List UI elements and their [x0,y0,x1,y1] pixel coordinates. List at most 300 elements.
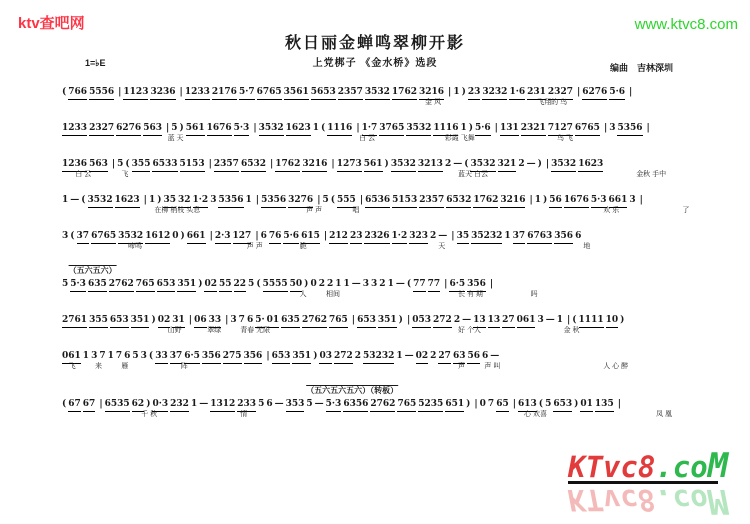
note-token: 3532 [551,158,576,172]
note-token: ( [406,279,412,289]
note-token: 7 [487,399,495,409]
note-token: 765 [329,314,348,328]
note-token: 01 [580,398,593,412]
jianpu-note-row [62,278,722,291]
music-system [62,314,722,335]
note-token: 1123 [123,86,148,100]
lyric-fragment: 千 秋 [141,411,158,418]
note-token: 5 [258,399,265,409]
lyrics-row [62,243,722,251]
note-token: 23 [468,86,481,100]
note-token: 1676 [207,122,232,136]
note-token: 653 [553,398,572,412]
lyric-fragment: 飞翔的 鸟 [537,99,568,106]
note-token: 3 [537,315,544,325]
note-token: 6276 [116,122,141,136]
note-token: 02 [416,350,429,364]
note-token: 3216 [419,86,444,100]
section-marker: （五六五六） [68,266,117,275]
note-token: 1 [556,315,563,325]
note-token: 2 [430,231,437,241]
note-token: 5356 [617,122,642,136]
barline: | [209,231,213,241]
note-token: 765 [397,398,416,412]
lyric-fragment: 山野 [167,327,182,334]
note-token: 1 [343,279,350,289]
barline: | [165,123,170,133]
note-token: 1·7 [362,122,378,136]
note-token: 351 [177,278,196,292]
lyric-fragment: 白 云 [359,135,375,142]
note-token: 275 [223,350,242,364]
note-token: 2 [318,279,325,289]
note-token: 1 [335,279,342,289]
lyric-fragment: 雁 [121,363,129,370]
note-token: 3236 [150,86,175,100]
lyric-fragment: 声 叫 [484,363,501,370]
note-token: 2762 [109,278,134,292]
note-token: 10 [606,314,619,328]
barline: | [208,159,212,169]
note-token: 6276 [582,86,607,100]
note-token: ) [384,159,389,169]
note-token: 0·3 [152,398,168,412]
jianpu-note-row [62,194,722,207]
note-token: 1 [396,351,403,361]
note-token: ) [198,279,203,289]
note-token: 2357 [338,86,363,100]
lyric-fragment: 欢 乐 [603,207,620,214]
note-token: 13 [473,314,486,328]
note-token: 2176 [212,86,237,100]
jianpu-score-area [62,86,722,434]
section-marker: （五六五六五六）（转板） [306,386,399,395]
note-token: 7 [115,351,123,361]
lyric-fragment: 了 [682,207,690,214]
note-token: 1·6 [509,86,525,100]
barline: | [253,123,257,133]
note-token: 5153 [392,194,417,208]
lyric-fragment: 人 心 醉 [603,363,629,370]
lyric-fragment: 来 [95,363,102,370]
note-token: 35232 [471,230,502,244]
lyric-fragment: 声 声 [246,243,263,250]
note-token: 56 [467,350,480,364]
note-token: 53232 [363,350,394,364]
note-token: 1273 [337,158,362,172]
note-token: 5 [171,123,178,133]
note-token: 6532 [241,158,266,172]
note-token: 1 [534,195,542,205]
lyric-fragment: 在柳 梢枝 头息 [154,207,201,214]
note-token: 321 [498,158,517,172]
note-token: 77 [428,278,441,292]
note-token: 3276 [288,194,313,208]
jianpu-note-row [62,398,722,411]
note-token: 615 [301,230,320,244]
barline: | [266,351,270,361]
barline: | [255,195,260,205]
note-token: 2321 [521,122,546,136]
note-token: 50 [290,278,303,292]
lyric-fragment: 声 [458,363,465,370]
note-token: 2 [379,279,386,289]
note-token: 355 [89,314,108,328]
lyric-fragment: 好 个人 [458,327,481,334]
note-token: 6535 [105,398,130,412]
note-token: 5·6 [475,122,491,136]
note-token: — [490,351,500,361]
note-token: ) [157,195,162,205]
note-token: — [395,279,405,289]
note-token: — [462,315,472,325]
note-token: 56 [549,194,562,208]
note-token: 3232 [482,86,507,100]
lyric-fragment: 啼鸣 [128,243,142,250]
barline: | [474,399,478,409]
note-token: 6765 [91,230,116,244]
note-token: — [351,279,361,289]
note-token: 37 [513,230,526,244]
note-token: 67 [68,398,81,412]
note-token: ( [148,351,154,361]
barline: | [359,195,364,205]
ktvc8-logo [568,446,729,521]
lyrics-row [62,99,722,107]
music-system [62,122,722,143]
note-token: 5235 [418,398,443,412]
note-token: 5356 [218,194,243,208]
lyrics-row [62,411,722,419]
note-token: 1 [62,195,69,205]
lyric-fragment: 吗 [530,291,538,298]
note-token: ) [620,315,625,325]
note-token: ) [398,315,403,325]
note-token: 272 [433,314,452,328]
barline: | [489,279,494,289]
jianpu-note-row [62,230,722,243]
note-token: 561 [364,158,383,172]
jianpu-note-row [62,350,722,363]
note-token: — [438,231,448,241]
note-token: 3216 [302,158,327,172]
note-token: 06 [194,314,207,328]
note-token: 1 [504,231,511,241]
lyric-fragment: 翠绿 [207,327,222,334]
note-token: 6356 [343,398,368,412]
note-token: 5653 [311,86,336,100]
note-token: ( [464,159,469,169]
note-token: 27 [438,350,451,364]
barline: | [356,123,360,133]
note-token: 2762 [302,314,327,328]
note-token: 3532 [259,122,284,136]
note-token: 7 [238,315,245,325]
barline: | [512,399,516,409]
music-system [62,386,722,419]
note-token: ( [572,315,577,325]
lyric-fragment: 鸟 飞 [557,135,573,142]
note-token: 1 [82,351,90,361]
note-token: 233 [237,398,256,412]
note-token: 1762 [275,158,300,172]
note-token: 353 [286,398,305,412]
note-token: 3 [362,279,370,289]
note-token: 5·6 [609,86,625,100]
note-token: 231 [527,86,546,100]
music-system [62,158,722,179]
note-token: 3561 [284,86,309,100]
note-token: ) [466,399,471,409]
barline: | [406,315,411,325]
note-token: 3532 [391,158,416,172]
note-token: 3 [371,279,378,289]
note-token: 2327 [548,86,573,100]
note-token: 6 [482,351,489,361]
note-token: 061 [62,350,81,364]
barline: | [494,123,498,133]
note-token: 6·5 [184,350,200,364]
note-token: 3 [230,315,237,325]
note-token: ( [62,87,67,97]
note-token: 653 [110,314,129,328]
barline: | [351,315,356,325]
note-token: 651 [445,398,464,412]
lyric-fragment: 相间 [326,291,340,298]
note-token: 5· [255,314,264,328]
note-token: ( [330,195,336,205]
note-token: 5·3 [591,194,607,208]
jianpu-note-row [62,86,722,99]
note-token: 1 [148,195,156,205]
barline: | [143,195,147,205]
note-token: 555 [337,194,356,208]
note-token: 1623 [578,158,603,172]
barline: | [545,159,550,169]
note-token: — [314,399,324,409]
barline: | [118,87,122,97]
note-token: 02 [204,278,217,292]
lyric-fragment: 阵 [180,363,188,370]
note-token: 65 [496,398,509,412]
note-token: 232 [170,398,189,412]
note-token: — [545,315,555,325]
note-token: 3532 [118,230,143,244]
lyrics-row [62,135,722,143]
note-token: 5 [248,279,255,289]
note-token: 6533 [152,158,177,172]
note-token: 356 [467,278,486,292]
note-token: 37 [170,350,183,364]
note-token: — [526,159,536,169]
note-token: ) [146,399,151,409]
note-token: 55 [219,278,232,292]
note-token: 6765 [575,122,600,136]
barline: | [646,123,650,133]
note-token: 613 [518,398,537,412]
note-token: 3213 [418,158,443,172]
note-token: 6 [260,231,267,241]
note-token: 35 [457,230,470,244]
note-token: 5·7 [239,86,255,100]
note-token: 1·2 [392,230,408,244]
note-token: ) [537,159,542,169]
note-token: 1233 [185,86,210,100]
note-token: 323 [409,230,428,244]
note-token: 0 [479,399,486,409]
note-token: 5·6 [283,230,299,244]
note-token: ( [538,399,544,409]
note-token: 1 [453,87,460,97]
note-token: 23 [350,230,363,244]
note-token: 2357 [214,158,239,172]
note-token: 561 [186,122,205,136]
note-token: 653 [272,350,291,364]
note-token: 356 [554,230,573,244]
note-token: 5·3 [234,122,250,136]
note-token: 355 [132,158,151,172]
note-token: ) [543,195,548,205]
note-token: 1 [107,351,114,361]
note-token: ) [574,399,579,409]
note-token: — [404,351,414,361]
note-token: 1116 [327,122,352,136]
note-token: 1762 [392,86,417,100]
note-token: 127 [233,230,252,244]
lyric-fragment: 白 云 [75,171,92,178]
barline: | [331,159,335,169]
barline: | [270,159,274,169]
note-token: 661 [609,194,628,208]
note-token: 3 [91,351,98,361]
logo-red-text: KTvc8 [568,450,656,484]
lyric-fragment: 金 秋 [563,327,580,334]
note-token: 3 [140,351,147,361]
jianpu-note-row [62,158,722,171]
note-token: 2·3 [215,230,231,244]
barline: | [576,87,581,97]
note-token: 2 [453,315,461,325]
note-token: 131 [500,122,519,136]
lyric-fragment: 蓝天 白云 [458,171,488,178]
watermark-ktvc8-url-link[interactable]: www.ktvc8.com [634,16,738,33]
lyric-fragment: 金秋 手中 [636,171,667,178]
note-token: ) [468,123,473,133]
note-token: 33 [155,350,168,364]
note-token: 563 [89,158,108,172]
jianpu-note-row [62,314,722,327]
note-token: 3 [629,195,636,205]
lyric-fragment: 长 有 期 [458,291,483,298]
note-token: 0 [172,231,179,241]
note-token: 053 [412,314,431,328]
note-token: ( [321,123,326,133]
note-token: 653 [357,314,376,328]
song-subtitle: 上党梆子 《金水桥》选段 [312,58,438,69]
ktvc8-logo-text [568,446,729,486]
note-token: 1 [460,123,467,133]
note-token: 1762 [473,194,498,208]
note-token: ) [461,87,466,97]
note-token: ( [81,195,86,205]
barline: | [111,159,116,169]
note-token: 5555 [263,278,288,292]
lyric-fragment: 蓝 天 [167,135,184,142]
note-token: ) [304,279,309,289]
note-token: 351 [378,314,397,328]
note-token: 1116 [433,122,458,136]
arranger-credit: 编曲 吉林深圳 [610,63,674,73]
note-token: 1111 [579,314,604,328]
lyrics-row [62,363,722,371]
lyric-fragment: 情 [240,411,248,418]
note-token: — [453,159,463,169]
barline: | [451,231,455,241]
lyric-fragment: 飞 [68,363,76,370]
watermark-ktv-chaba-link[interactable]: ktv查吧网 [18,15,85,32]
lyric-fragment: 彩霞 飞舞 [444,135,475,142]
note-token: 2357 [419,194,444,208]
barline: | [617,399,621,409]
note-token: 77 [413,278,426,292]
logo-green-text: .co [655,450,708,484]
note-token: 2 [518,159,525,169]
note-token: 5153 [180,158,205,172]
note-token: 351 [292,350,311,364]
music-system [62,230,722,251]
logo-green-m: M [707,446,729,486]
note-token: 5·3 [326,398,342,412]
note-token: 62 [132,398,145,412]
music-system [62,86,722,107]
note-token: 63 [453,350,466,364]
note-token: 351 [131,314,150,328]
note-token: 6763 [527,230,552,244]
note-token: 6536 [365,194,390,208]
note-token: 1 [387,279,394,289]
note-token: 635 [281,314,300,328]
note-token: 27 [502,314,515,328]
barline: | [255,231,259,241]
note-token: 061 [517,314,536,328]
note-token: 32 [178,194,191,208]
note-token: 272 [334,350,353,364]
note-token: 03 [319,350,332,364]
note-token: 01 [267,314,280,328]
note-token: — [199,399,209,409]
note-token: 0 [310,279,317,289]
note-token: 5 [306,399,313,409]
note-token: 76 [269,230,282,244]
note-token: 2762 [370,398,395,412]
barline: | [629,87,633,97]
note-token: 2761 [62,314,87,328]
note-token: — [70,195,80,205]
note-token: 135 [595,398,614,412]
lyric-fragment: 脆 [299,243,307,250]
note-token: 766 [68,86,87,100]
note-token: 67 [83,398,96,412]
note-token: 3532 [365,86,390,100]
note-token: 6 [575,231,582,241]
lyrics-row [62,291,722,299]
barline: | [448,87,452,97]
note-token: 33 [209,314,222,328]
song-title: 秋日丽金蝉鸣翠柳开影 [284,35,465,52]
barline: | [179,87,183,97]
note-token: 2 [444,159,452,169]
note-token: 2 [430,351,437,361]
